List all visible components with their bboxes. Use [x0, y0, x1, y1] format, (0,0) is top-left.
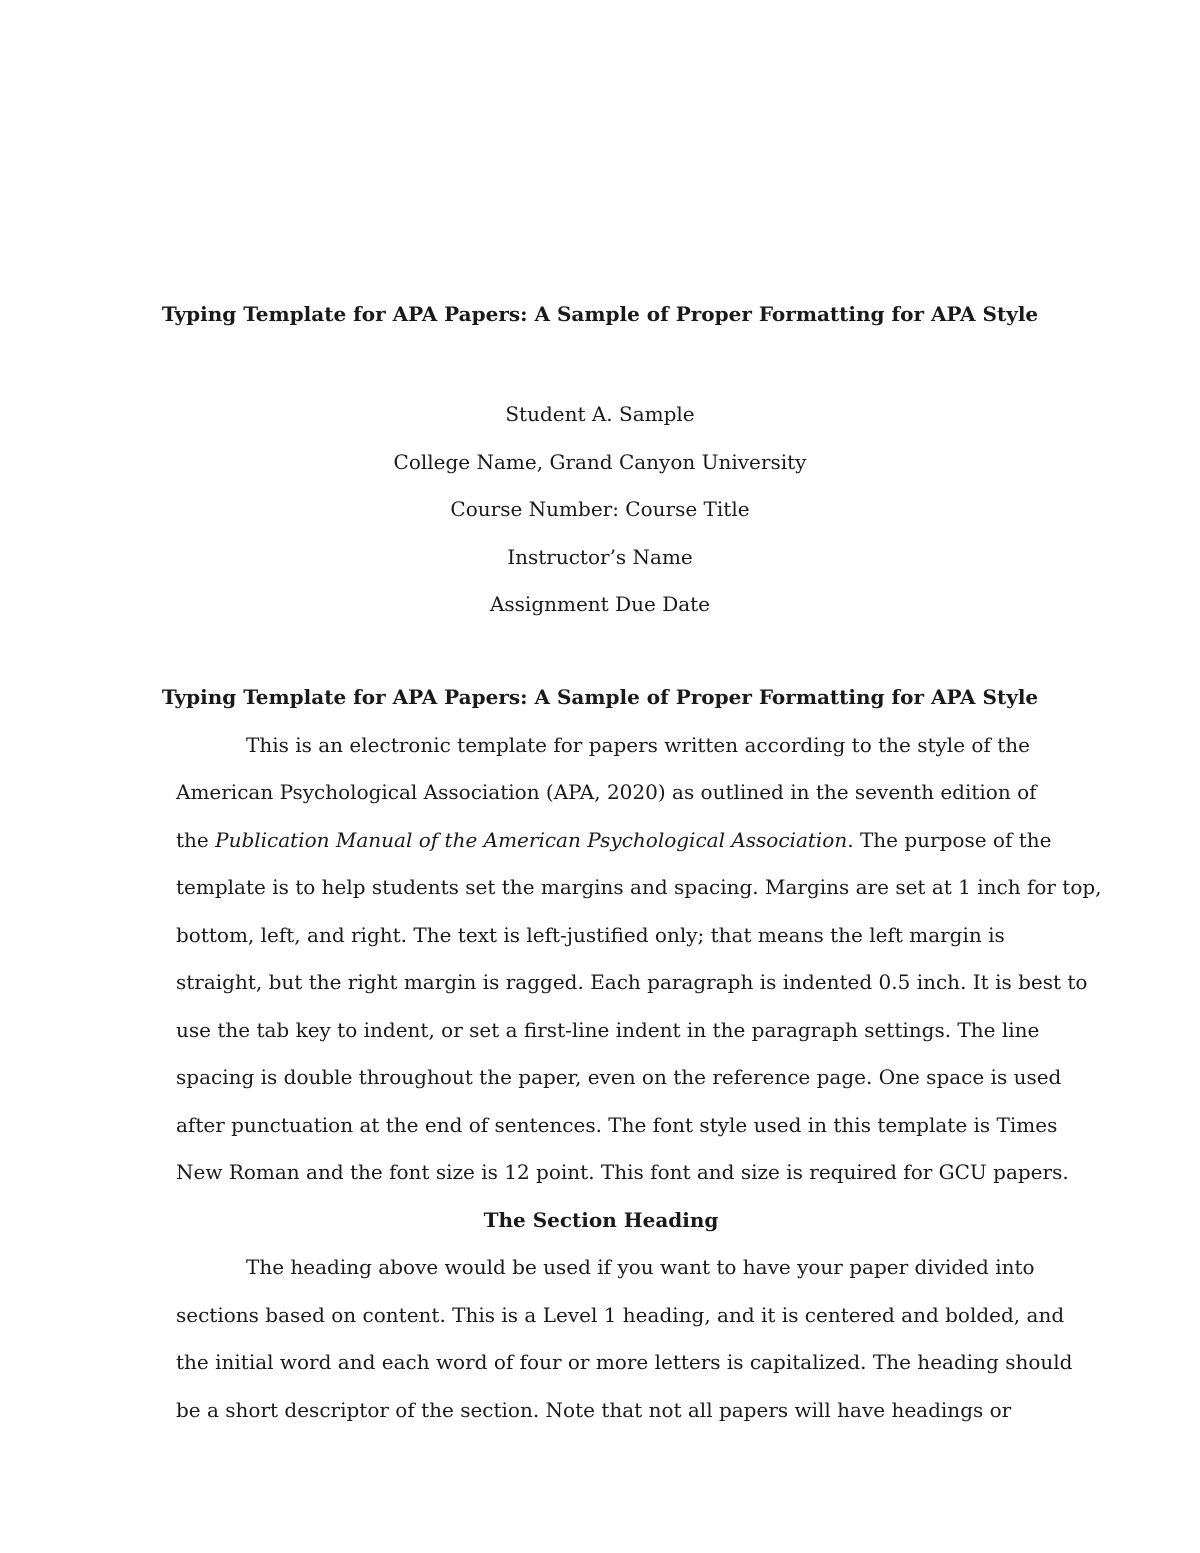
section-paragraph [176, 1244, 1073, 1434]
intro-paragraph [176, 722, 1102, 1197]
paragraph-line [176, 817, 1052, 865]
paragraph-line: The heading above would be used if you want to have your paper divided into [246, 1255, 1035, 1279]
due-date: Assignment Due Date [489, 592, 711, 616]
college-name: College Name, Grand Canyon University [393, 449, 807, 474]
course-info: Course Number: Course Title [450, 497, 750, 521]
paragraph-line: This is an electronic template for papers written according to the style of the [246, 732, 1030, 757]
paragraph-line: bottom, left, and right. The text is left-justified only; that means the left margin is [176, 922, 1005, 947]
paragraph-line: be a short descriptor of the section. Note that not all papers will have headings or [176, 1397, 1012, 1422]
paragraph-line: American Psychological Association (APA, 2020) as outlined in the seventh edition of [176, 780, 1037, 804]
paper-body [161, 674, 1102, 1434]
paragraph-line: sections based on content. This is a Level 1 heading, and it is centered and bolded, and [176, 1302, 1065, 1327]
paragraph-line: template is to help students set the margins and spacing. Margins are set at 1 inch for top, [176, 875, 1102, 899]
paper-title: Typing Template for APA Papers: A Sample of Proper Formatting for APA Style [161, 685, 1039, 709]
instructor-name: Instructor’s Name [507, 544, 693, 569]
paragraph-line: straight, but the right margin is ragged. Each paragraph is indented 0.5 inch. It is best to [176, 970, 1088, 994]
italic-book-title: Publication Manual of the American Psychological Association [215, 827, 848, 852]
paragraph-line: New Roman and the font size is 12 point. This font and size is required for GCU papers. [176, 1160, 1069, 1184]
paragraph-line: use the tab key to indent, or set a first-line indent in the paragraph settings. The line [176, 1017, 1040, 1042]
section-heading: The Section Heading [483, 1207, 719, 1232]
paragraph-line: after punctuation at the end of sentences. The font style used in this template is Times [176, 1112, 1058, 1137]
text-run: the [176, 827, 216, 852]
paragraph-line: spacing is double throughout the paper, even on the reference page. One space is used [176, 1065, 1062, 1089]
title-page-info [0, 391, 1200, 629]
student-name: Student A. Sample [505, 402, 695, 426]
text-run: . The purpose of the [847, 827, 1052, 852]
paragraph-line: the initial word and each word of four or more letters is capitalized. The heading should [176, 1350, 1073, 1374]
title-page-title: Typing Template for APA Papers: A Sample of Proper Formatting for APA Style [161, 302, 1039, 326]
